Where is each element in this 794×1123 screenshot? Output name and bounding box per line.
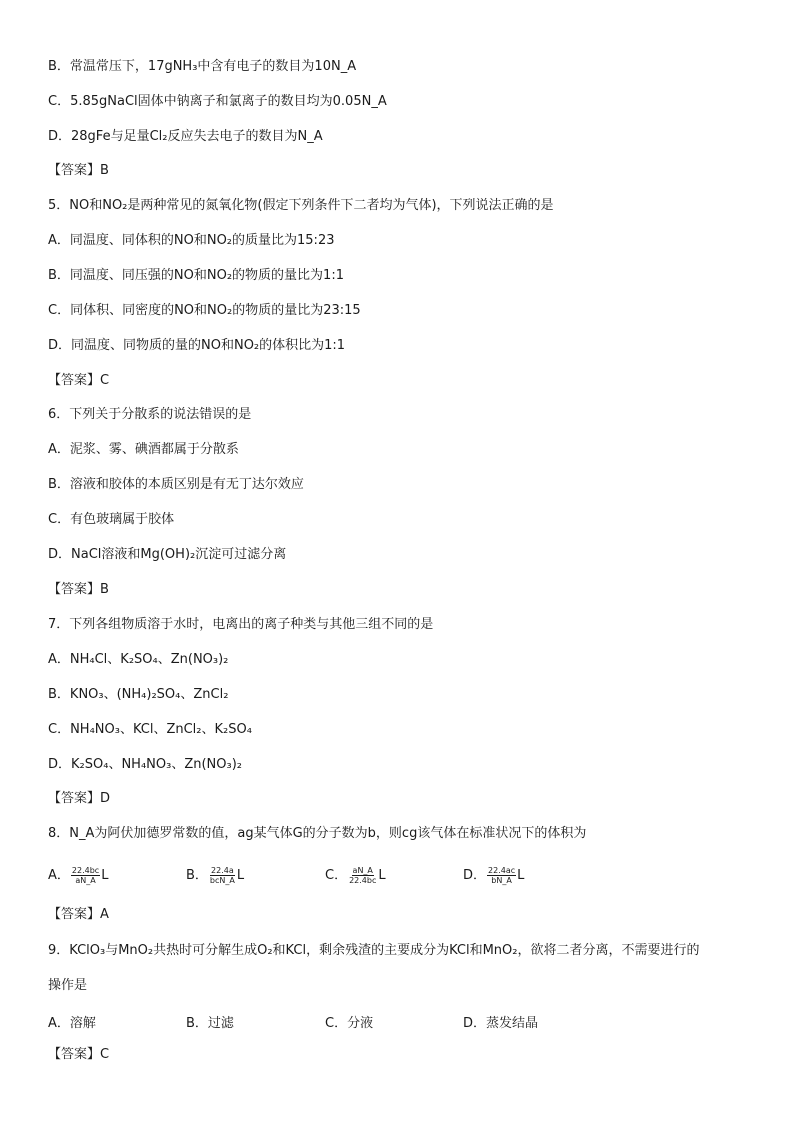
q8-option-b: B． $\frac{22.4a}{\text{bcN\_A}}$ L: [186, 866, 245, 885]
q9-option-b: B．过滤: [186, 1016, 234, 1031]
q7-option-d: D．K₂SO₄、NH₄NO₃、Zn(NO₃)₂: [48, 757, 242, 772]
q9-option-a: A．溶解: [48, 1016, 96, 1031]
q8-options-row: [0, 858, 794, 892]
q5-option-b: B．同温度、同压强的NO和NO₂的物质的量比为1:1: [48, 268, 344, 283]
q8-option-c: C． $\frac{aN\_A}{22.4bc}$ L: [325, 866, 386, 885]
answer-q5: 【答案】C: [48, 373, 110, 388]
q8-b-fraction: $\frac{22.4a}{\text{bcN\_A}}$: [209, 866, 235, 885]
question-5-stem: 5．NO和NO₂是两种常见的氮氧化物(假定下列条件下二者均为气体)，下列说法正确的是: [48, 198, 554, 213]
question-9-stem-line1: 9．KClO₃与MnO₂共热时可分解生成O₂和KCl，剩余残渣的主要成分为KCl和MnO₂，欲将二者分离，不需要进行的: [48, 943, 700, 958]
q8-c-fraction: $\frac{aN\_A}{22.4bc}$: [349, 866, 377, 885]
line-q4-option-c: C．5.85gNaCl固体中钠离子和氯离子的数目均为0.05N_A: [48, 94, 387, 109]
question-7-stem: 7．下列各组物质溶于水时，电离出的离子种类与其他三组不同的是: [48, 617, 434, 632]
q9-options-row: [0, 1012, 794, 1030]
q6-option-c: C．有色玻璃属于胶体: [48, 512, 175, 527]
q9-option-d: D．蒸发结晶: [463, 1016, 539, 1031]
answer-q9: 【答案】C: [48, 1047, 110, 1062]
q5-option-c: C．同体积、同密度的NO和NO₂的物质的量比为23:15: [48, 303, 361, 318]
q9-option-c: C．分液: [325, 1016, 374, 1031]
q8-a-fraction: $\frac{22.4bc}{aN\_A}$: [71, 866, 100, 885]
q7-option-b: B．KNO₃、(NH₄)₂SO₄、ZnCl₂: [48, 687, 229, 702]
q7-option-a: A．NH₄Cl、K₂SO₄、Zn(NO₃)₂: [48, 652, 229, 667]
q7-option-c: C．NH₄NO₃、KCl、ZnCl₂、K₂SO₄: [48, 722, 252, 737]
q8-option-d: D． $\frac{22.4ac}{bN\_A}$ L: [463, 866, 525, 885]
q5-option-a: A．同温度、同体积的NO和NO₂的质量比为15:23: [48, 233, 335, 248]
question-6-stem: 6．下列关于分散系的说法错误的是: [48, 407, 252, 422]
answer-q6: 【答案】B: [48, 582, 109, 597]
answer-q4: 【答案】B: [48, 163, 109, 178]
q6-option-b: B．溶液和胶体的本质区别是有无丁达尔效应: [48, 477, 304, 492]
line-q4-option-d: D．28gFe与足量Cl₂反应失去电子的数目为N_A: [48, 129, 323, 144]
answer-q7: 【答案】D: [48, 791, 111, 806]
question-9-stem-line2: 操作是: [48, 978, 88, 993]
q6-option-d: D．NaCl溶液和Mg(OH)₂沉淀可过滤分离: [48, 547, 287, 562]
q6-option-a: A．泥浆、雾、碘酒都属于分散系: [48, 442, 239, 457]
question-8-stem: 8．N_A为阿伏加德罗常数的值，ag某气体G的分子数为b，则cg该气体在标准状况下的体积为: [48, 826, 587, 841]
q8-d-fraction: $\frac{22.4ac}{bN\_A}$: [488, 866, 516, 885]
line-q4-option-b: B．常温常压下，17gNH₃中含有电子的数目为10N_A: [48, 59, 357, 74]
q8-option-a: A． $\frac{22.4bc}{aN\_A}$ L: [48, 866, 109, 885]
answer-q8: 【答案】A: [48, 907, 109, 922]
q5-option-d: D．同温度、同物质的量的NO和NO₂的体积比为1:1: [48, 338, 346, 353]
